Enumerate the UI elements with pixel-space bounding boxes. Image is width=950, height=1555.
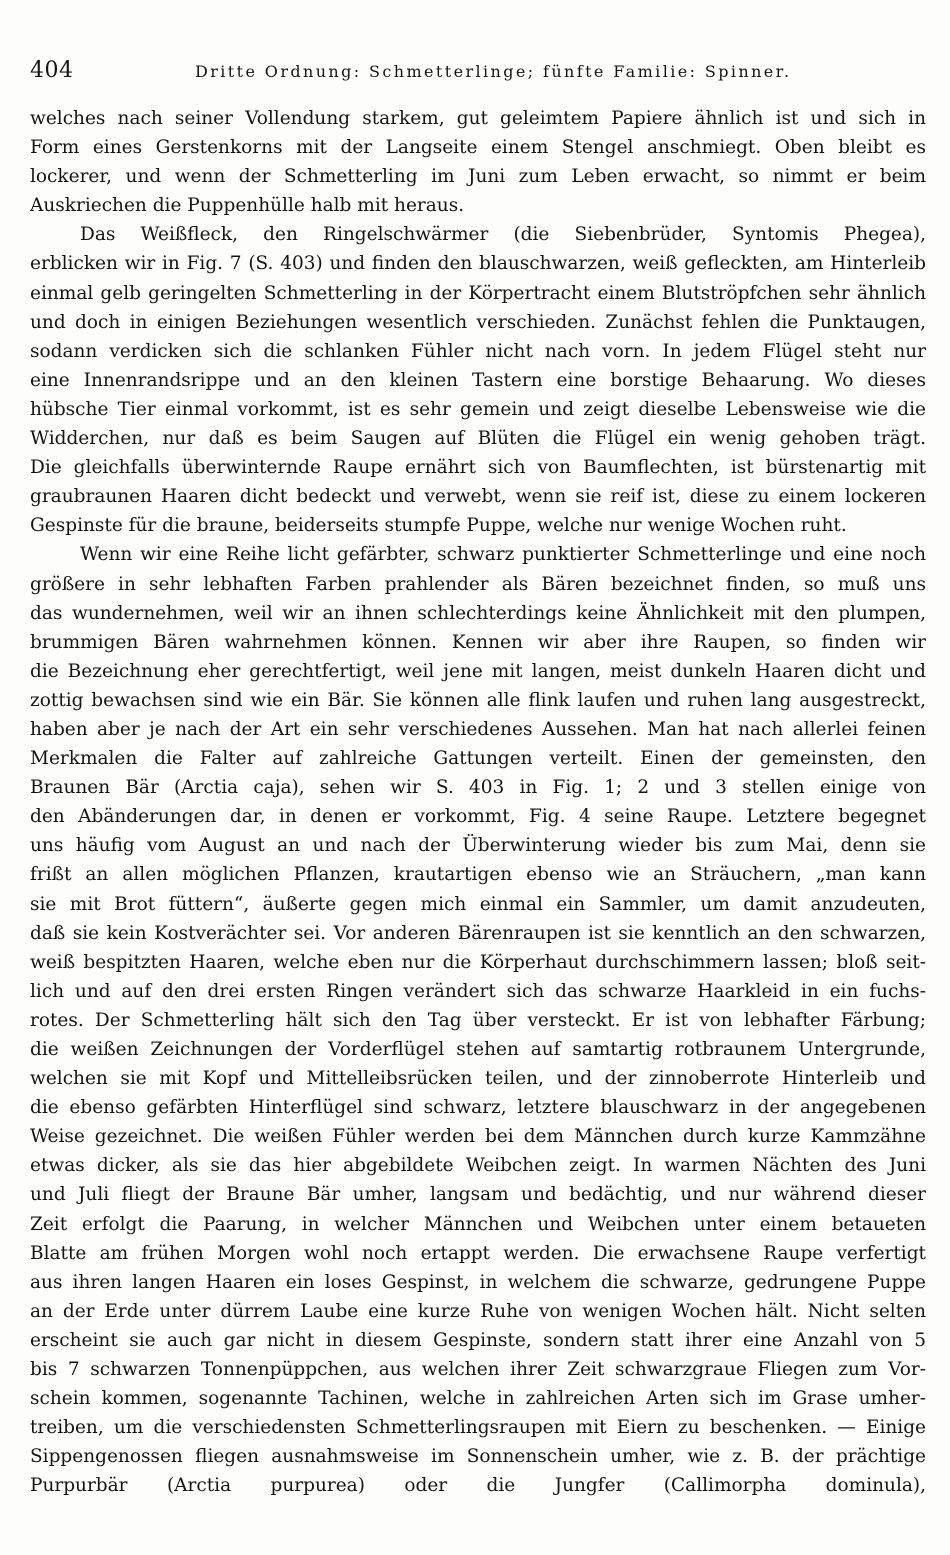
text-line: etwas dicker, als sie das hier abgebildete Weibchen zeigt. In warmen Nächten des Juni [30,1155,926,1177]
text-line: Auskriechen die Puppenhülle halb mit heraus. [30,195,465,217]
text-line: haben aber je nach der Art ein sehr verschiedenes Aussehen. Man hat nach allerlei feinen [30,718,926,740]
text-line: sodann verdicken sich die schlanken Fühler nicht nach vorn. In jedem Flügel steht nur [30,340,926,362]
text-line: treiben, um die verschiedensten Schmetterlingsraupen mit Eiern zu beschenken. — Einige [30,1417,926,1439]
text-line: erscheint sie auch gar nicht in diesem Gespinste, sondern statt ihrer eine Anzahl von 5 [30,1329,926,1351]
text-line: Form eines Gerstenkorns mit der Langseite einem Stengel anschmiegt. Oben bleibt es [30,137,926,159]
text-line: Purpurbär (Arctia purpurea) oder die Jungfer (Callimorpha dominula), [30,1475,926,1497]
text-line: Das Weißfleck, den Ringelschwärmer (die Siebenbrüder, Syntomis Phegea), [80,224,926,246]
text-line: uns häufig vom August an und nach der Überwinterung wieder bis zum Mai, denn sie [30,835,926,857]
text-line: zottig bewachsen sind wie ein Bär. Sie können alle flink laufen und ruhen lang ausgestreckt, [30,689,926,711]
text-line: graubraunen Haaren dicht bedeckt und verwebt, wenn sie reif ist, diese zu einem lockeren [30,486,926,508]
text-line: Braunen Bär (Arctia caja), sehen wir S. 403 in Fig. 1; 2 und 3 stellen einige von [30,777,926,799]
text-line: an der Erde unter dürrem Laube eine kurze Ruhe von wenigen Wochen hält. Nicht selten [30,1300,926,1322]
text-line: das wundernehmen, weil wir an ihnen schlechterdings keine Ähnlichkeit mit den plumpen, [30,602,926,624]
text-line: rotes. Der Schmetterling hält sich den Tag über versteckt. Er ist von lebhafter Färbung; [30,1009,926,1031]
text-line: einmal gelb geringelten Schmetterling in der Körpertracht einem Blutströpfchen sehr ähnlich [30,282,926,304]
text-line: die ebenso gefärbten Hinterflügel sind schwarz, letztere blauschwarz in der angegebenen [30,1097,926,1119]
text-line: frißt an allen möglichen Pflanzen, krautartigen ebenso wie an Sträuchern, „man kann [30,864,926,886]
text-line: Blatte am frühen Morgen wohl noch ertappt werden. Die erwachsene Raupe verfertigt [30,1242,926,1264]
text-line: welches nach seiner Vollendung starkem, gut geleimtem Papiere ähnlich ist und sich in [30,108,926,129]
text-line: hübsche Tier einmal vorkommt, ist es sehr gemein und zeigt dieselbe Lebensweise wie die [30,398,926,420]
text-line: die Bezeichnung eher gerechtfertigt, weil jene mit langen, meist dunkeln Haaren dicht und [30,660,926,682]
page-header [30,58,925,88]
body-text [30,104,926,1501]
page-number: 404 [30,58,74,83]
text-line: weiß bespitzten Haaren, welche eben nur die Körperhaut durchschimmern lassen; bloß seit- [30,951,926,973]
text-line: die weißen Zeichnungen der Vorderflügel stehen auf samtartig rotbraunem Untergrunde, [30,1039,926,1060]
text-line: Widderchen, nur daß es beim Saugen auf Blüten die Flügel ein wenig gehoben trägt. [30,428,926,450]
text-line: und doch in einigen Beziehungen wesentlich verschieden. Zunächst fehlen die Punktaugen, [30,311,926,333]
text-line: Zeit erfolgt die Paarung, in welcher Männchen und Weibchen unter einem betaueten [30,1213,926,1235]
paragraph [30,540,926,1500]
text-line: Die gleichfalls überwinternde Raupe ernährt sich von Baumflechten, ist bürstenartig mit [30,457,926,479]
text-line: Merkmalen die Falter auf zahlreiche Gattungen verteilt. Einen der gemeinsten, den [30,748,926,770]
text-line: Weise gezeichnet. Die weißen Fühler werden bei dem Männchen durch kurze Kammzähne [30,1126,926,1148]
text-line: erblicken wir in Fig. 7 (S. 403) und finden den blauschwarzen, weiß gefleckten, am Hinterleib [30,253,926,275]
text-line: eine Innenrandsrippe und an den kleinen Tastern eine borstige Behaarung. Wo dieses [30,369,926,391]
text-line: lich und auf den drei ersten Ringen verändert sich das schwarze Haarkleid in ein fuchs- [30,980,926,1002]
text-line: größere in sehr lebhaften Farben prahlender als Bären bezeichnet finden, so muß uns [30,573,926,595]
text-line: welchen sie mit Kopf und Mittelleibsrücken teilen, und der zinnoberrote Hinterleib und [30,1068,926,1090]
text-line: bis 7 schwarzen Tonnenpüppchen, aus welchen ihrer Zeit schwarzgraue Fliegen zum Vor- [30,1359,926,1381]
text-line: und Juli fliegt der Braune Bär umher, langsam und bedächtig, und nur während dieser [30,1184,926,1206]
paragraph [30,104,926,220]
text-line: Wenn wir eine Reihe licht gefärbter, schwarz punktierter Schmetterlinge und eine noch [80,544,926,566]
text-line: schein kommen, sogenannte Tachinen, welche in zahlreichen Arten sich im Grase umher- [30,1388,926,1410]
paragraph [30,220,926,540]
text-line: daß sie kein Kostverächter sei. Vor anderen Bärenraupen ist sie kenntlich an den schwarzen, [30,922,926,944]
text-line: brummigen Bären wahrnehmen können. Kennen wir aber ihre Raupen, so finden wir [30,631,926,653]
text-line: den Abänderungen dar, in denen er vorkommt, Fig. 4 seine Raupe. Letztere begegnet [30,806,926,828]
text-line: lockerer, und wenn der Schmetterling im Juni zum Leben erwacht, so nimmt er beim [30,166,926,188]
text-line: Sippengenossen fliegen ausnahmsweise im Sonnenschein umher, wie z. B. der prächtige [30,1446,926,1468]
text-line: sie mit Brot füttern“, äußerte gegen mich einmal ein Sammler, um damit anzudeuten, [30,893,926,915]
text-line: Gespinste für die braune, beiderseits stumpfe Puppe, welche nur wenige Wochen ruht. [30,515,847,537]
text-line: aus ihren langen Haaren ein loses Gespinst, in welchem die schwarze, gedrungene Puppe [30,1271,926,1293]
running-head: Dritte Ordnung: Schmetterlinge; fünfte Familie: Spinner. [195,62,792,81]
